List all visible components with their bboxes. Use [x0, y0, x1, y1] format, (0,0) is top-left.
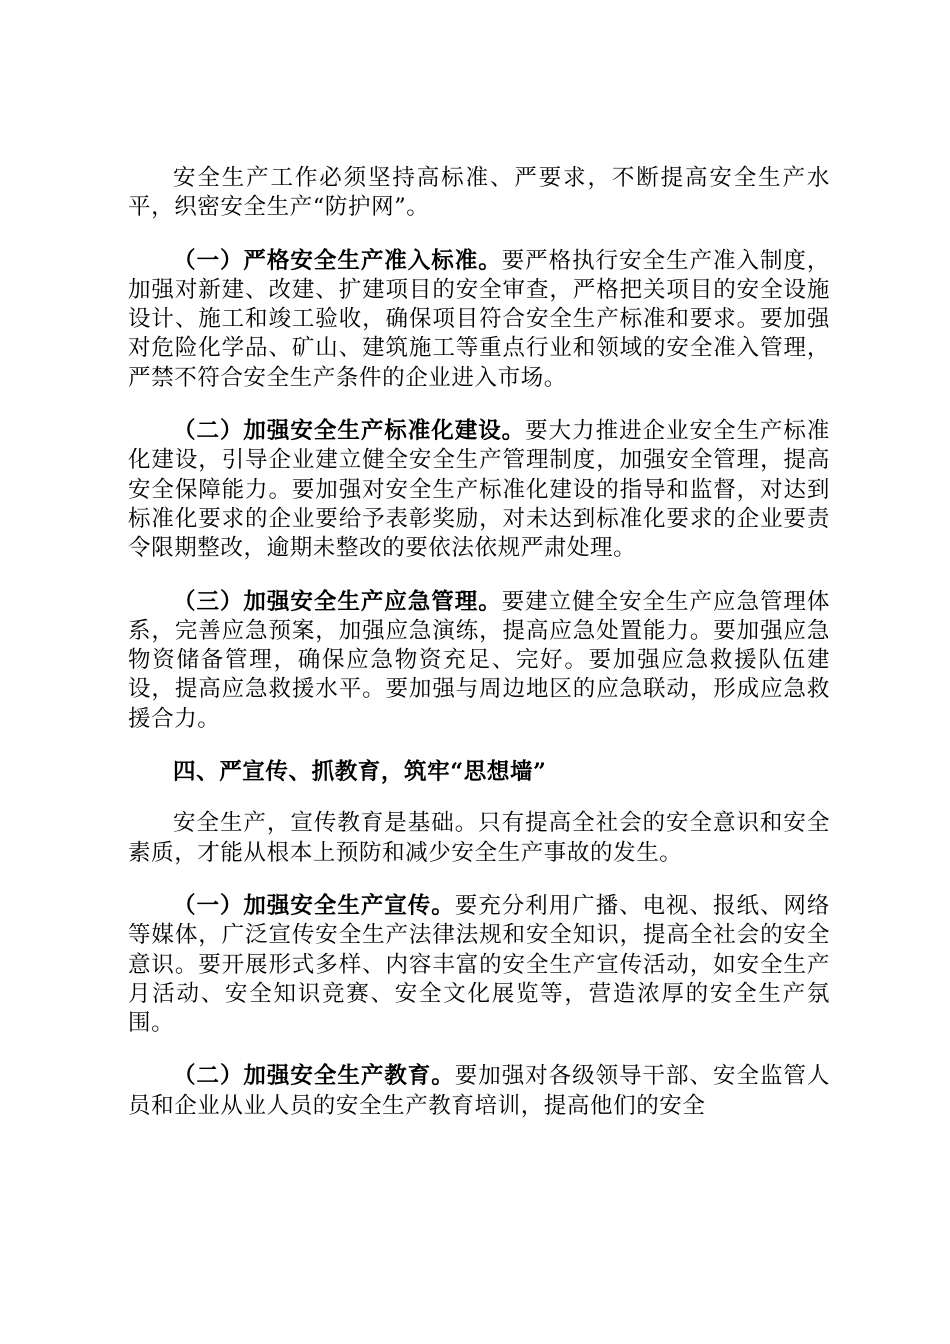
- item-3-paragraph: [128, 588, 830, 734]
- document-body: [128, 164, 830, 1145]
- intro-paragraph: [128, 164, 830, 223]
- paragraph-lead: （一）加强安全生产宣传。: [173, 892, 455, 919]
- section-intro-paragraph: [128, 809, 830, 868]
- paragraph-text: 要充分利用广播、电视、报纸、网络等媒体，广泛宣传安全生产法律法规和安全知识，提高全社会的安全意识。要开展形式多样、内容丰富的安全生产宣传活动，如安全生产月活动、安全知识竞赛、安全文化展览等，营造浓厚的安全生产氛围。: [128, 892, 830, 1037]
- paragraph-text: 要严格执行安全生产准入制度，加强对新建、改建、扩建项目的安全审查，严格把关项目的安全设施设计、施工和竣工验收，确保项目符合安全生产标准和要求。要加强对危险化学品、矿山、建筑施工等重点行业和领域的安全准入管理，严禁不符合安全生产条件的企业进入市场。: [128, 247, 830, 391]
- paragraph-lead: （一）严格安全生产准入标准。: [173, 247, 502, 274]
- section-heading: 四、严宣传、抓教育，筑牢“思想墙”: [173, 759, 547, 786]
- paragraph-text: 安全生产工作必须坚持高标准、严要求，不断提高安全生产水平，织密安全生产“防护网”。: [128, 165, 830, 221]
- item-1-paragraph: [128, 247, 830, 393]
- paragraph-text: 要加强对各级领导干部、安全监管人员和企业从业人员的安全生产教育培训，提高他们的安全: [128, 1063, 830, 1119]
- paragraph-text: 安全生产，宣传教育是基础。只有提高全社会的安全意识和安全素质，才能从根本上预防和减少安全生产事故的发生。: [128, 810, 830, 866]
- paragraph-text: 要大力推进企业安全生产标准化建设，引导企业建立健全安全生产管理制度，加强安全管理，提高安全保障能力。要加强对安全生产标准化建设的指导和监督，对达到标准化要求的企业要给予表彰奖励，对未达到标准化要求的企业要责令限期整改，逾期未整改的要依法依规严肃处理。: [128, 418, 830, 562]
- section-item-1-paragraph: [128, 892, 830, 1038]
- section-item-2-paragraph: [128, 1062, 830, 1121]
- paragraph-lead: （二）加强安全生产标准化建设。: [173, 418, 526, 445]
- paragraph-text: 要建立健全安全生产应急管理体系，完善应急预案，加强应急演练，提高应急处置能力。要加强应急物资储备管理，确保应急物资充足、完好。要加强应急救援队伍建设，提高应急救援水平。要加强与周边地区的应急联动，形成应急救援合力。: [128, 588, 830, 732]
- paragraph-lead: （二）加强安全生产教育。: [173, 1063, 455, 1090]
- paragraph-lead: （三）加强安全生产应急管理。: [173, 588, 502, 615]
- item-2-paragraph: [128, 417, 830, 563]
